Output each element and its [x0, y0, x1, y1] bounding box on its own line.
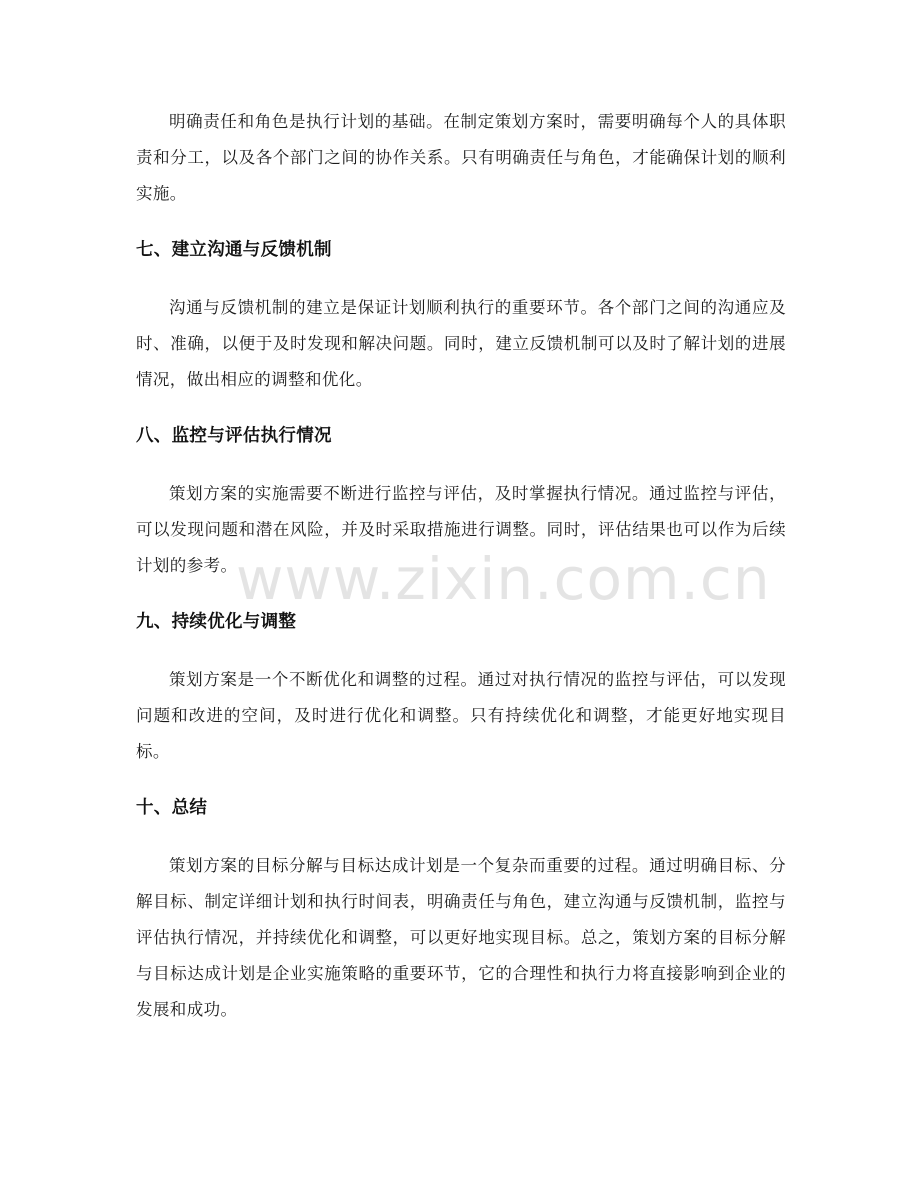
- paragraph-section-10: 策划方案的目标分解与目标达成计划是一个复杂而重要的过程。通过明确目标、分解目标、制定详细计划和执行时间表，明确责任与角色，建立沟通与反馈机制，监控与评估执行情况，并持续优化和调整，可以更好地实现目标。总之，策划方案的目标分解与目标达成计划是企业实施策略的重要环节，它的合理性和执行力将直接影响到企业的发展和成功。: [136, 856, 786, 1019]
- heading-section-9: 九、持续优化与调整: [136, 612, 297, 632]
- heading-section-10: 十、总结: [136, 798, 208, 818]
- paragraph-roles: 明确责任和角色是执行计划的基础。在制定策划方案时，需要明确每个人的具体职责和分工，以及各个部门之间的协作关系。只有明确责任与角色，才能确保计划的顺利实施。: [136, 112, 786, 203]
- document-body: [136, 104, 786, 1028]
- watermark-text: www.zixin.com.cn: [236, 545, 771, 613]
- paragraph-section-7: 沟通与反馈机制的建立是保证计划顺利执行的重要环节。各个部门之间的沟通应及时、准确，以便于及时发现和解决问题。同时，建立反馈机制可以及时了解计划的进展情况，做出相应的调整和优化。: [136, 298, 786, 389]
- heading-section-7: 七、建立沟通与反馈机制: [136, 240, 332, 260]
- paragraph-section-9: 策划方案是一个不断优化和调整的过程。通过对执行情况的监控与评估，可以发现问题和改进的空间，及时进行优化和调整。只有持续优化和调整，才能更好地实现目标。: [136, 670, 786, 761]
- heading-section-8: 八、监控与评估执行情况: [136, 426, 332, 446]
- paragraph-section-8: 策划方案的实施需要不断进行监控与评估，及时掌握执行情况。通过监控与评估，可以发现问题和潜在风险，并及时采取措施进行调整。同时，评估结果也可以作为后续计划的参考。: [136, 484, 786, 575]
